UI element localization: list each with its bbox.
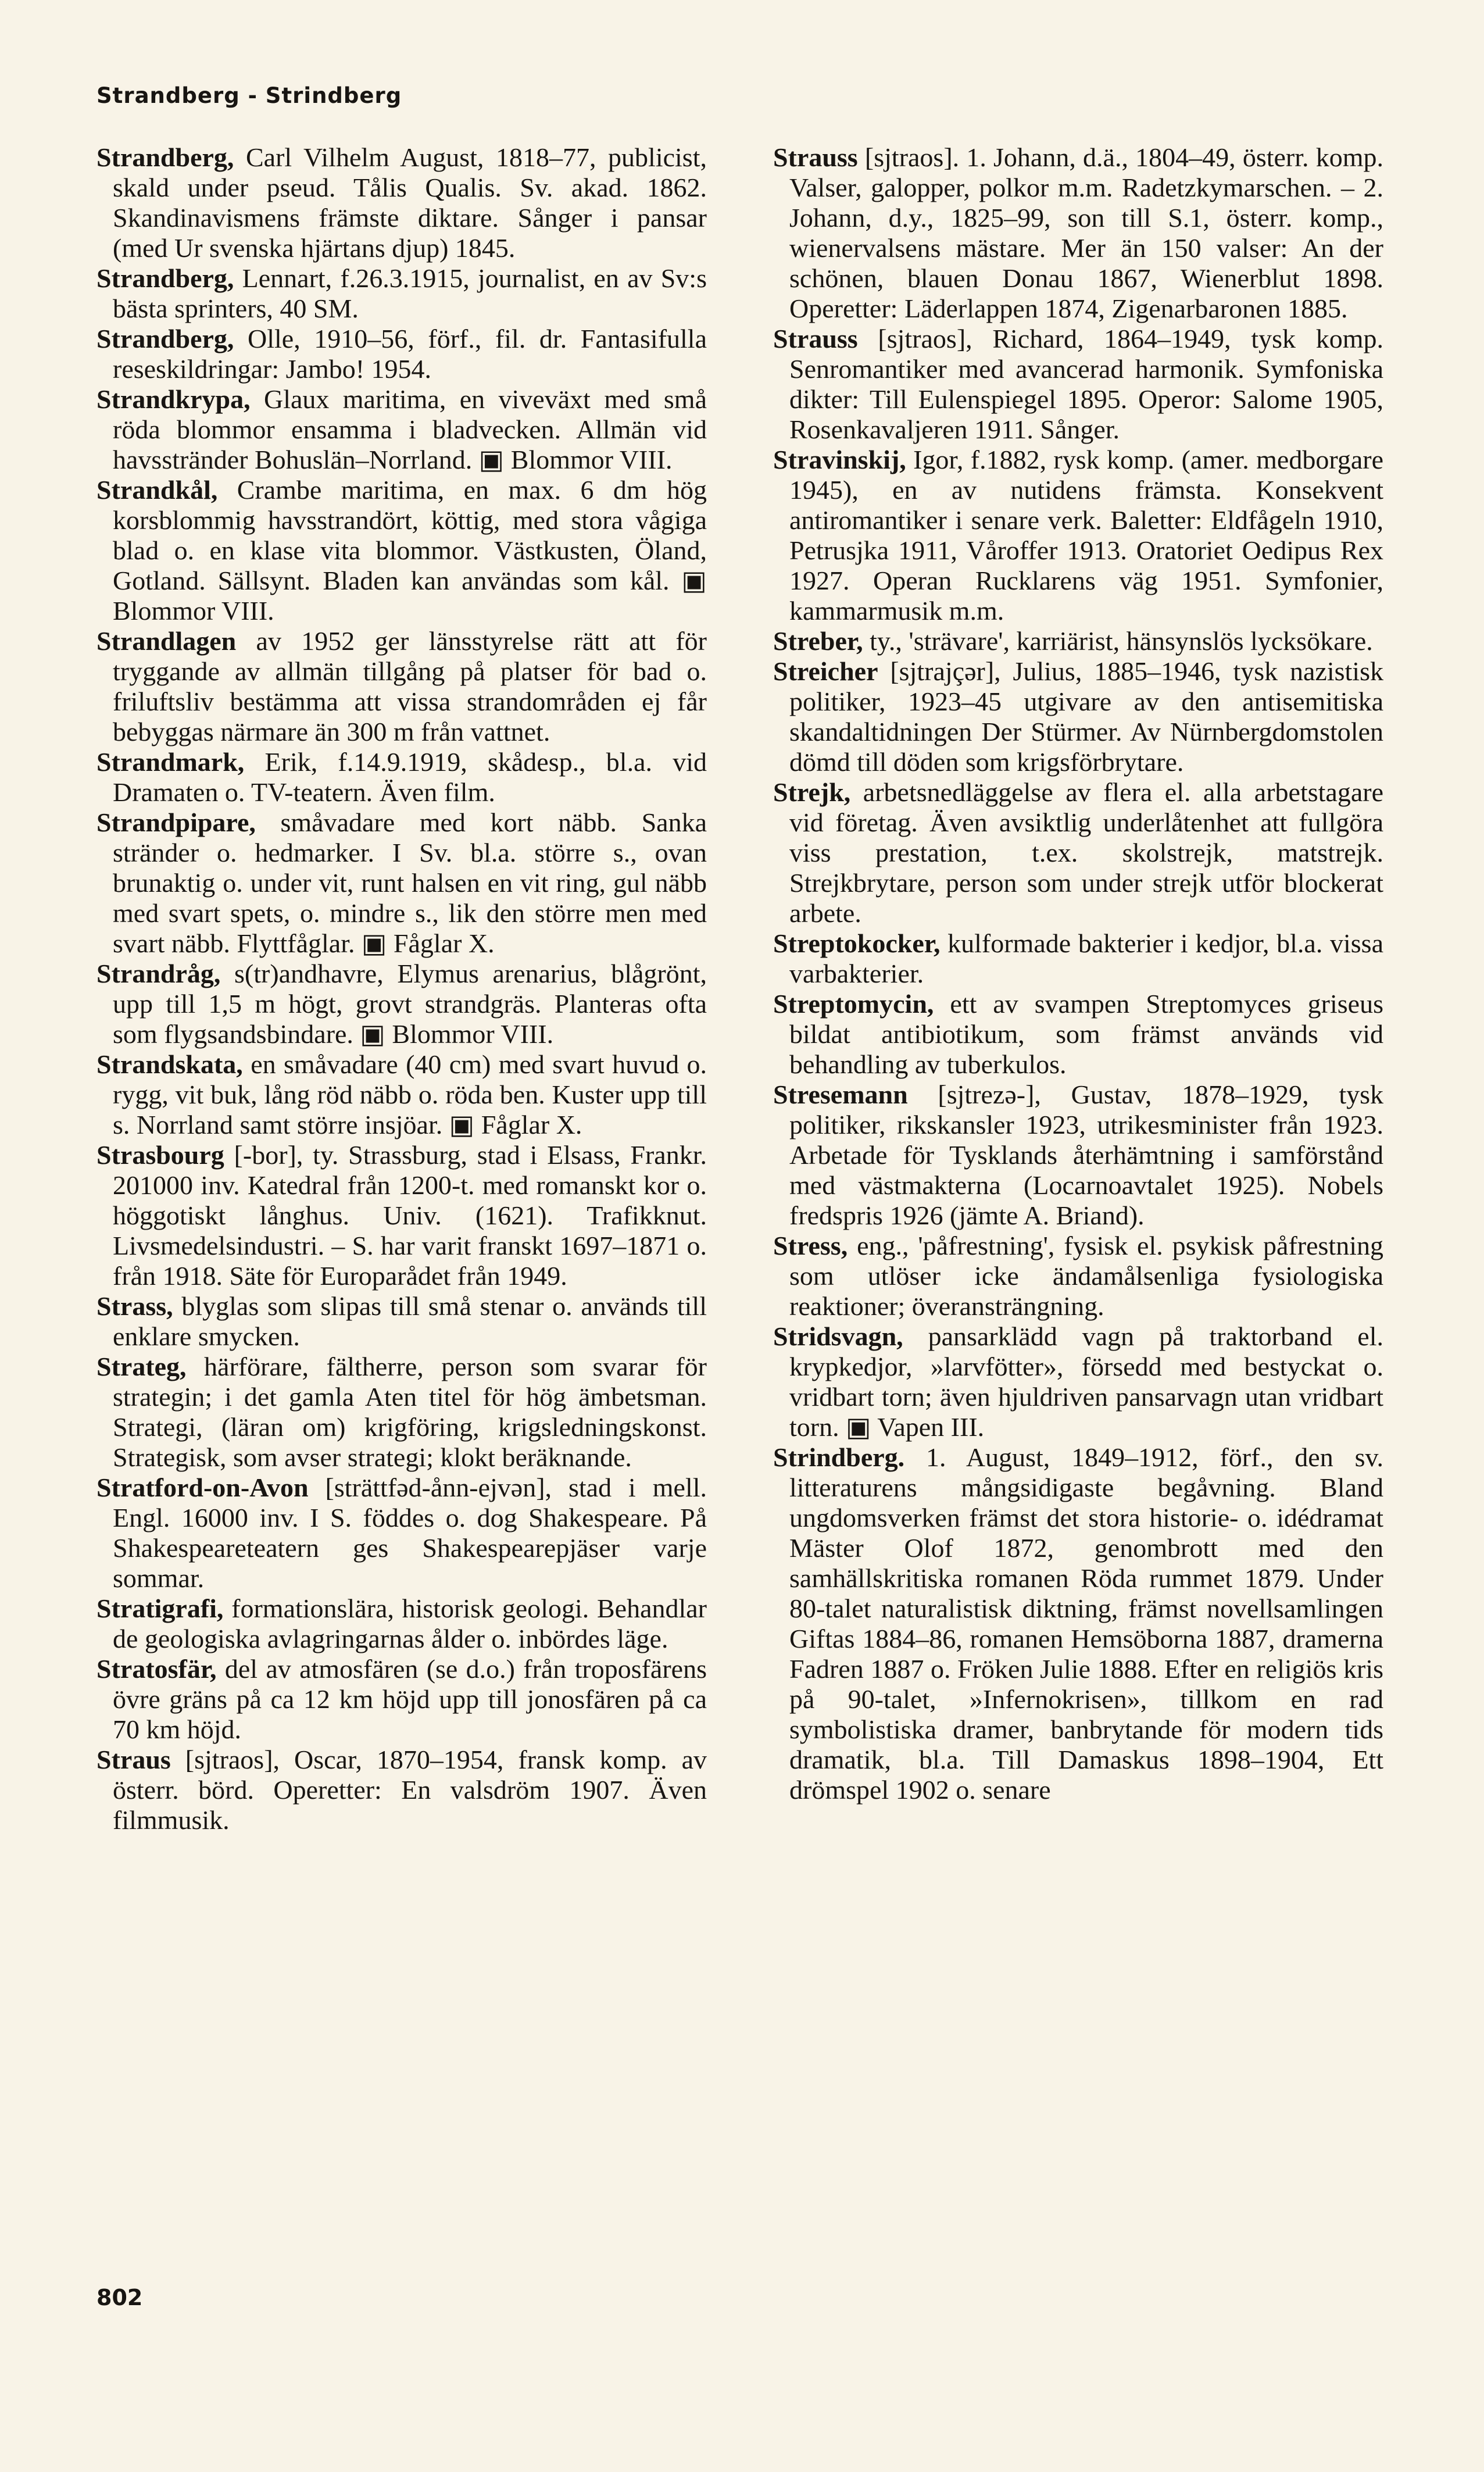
entry-text: kulformade bakterier i kedjor, bl.a. vissa varbakterier. (789, 928, 1383, 988)
entry-text: Carl Vilhelm August, 1818–77, publicist, skald under pseud. Tålis Qualis. Sv. akad. 1862. Skandinavismens främste diktare. Sånger i pansar (med Ur svenska hjärtans djup) 1845. (113, 142, 707, 263)
dictionary-entry (773, 1231, 1383, 1321)
entry-headword: Strandpipare, (96, 808, 256, 837)
dictionary-entry (773, 1321, 1383, 1442)
dictionary-entry (773, 777, 1383, 928)
entry-text: 1. August, 1849–1912, förf., den sv. litteraturens mångsidigaste begåvning. Bland ungdomsverken främst det stora historie- o. idédramat Mäster Olof 1872, genombrott med den samhällskritiska romanen Röda rummet 1879. Under 80-talet naturalistisk diktning, främst novellsamlingen Giftas 1884–86, romanen Hemsöborna 1887, dramerna Fadren 1887 o. Fröken Julie 1888. Efter en religiös kris på 90-talet, »Infernokrisen», tillkom en rad symbolistiska dramer, banbrytande för modern tids dramatik, bl.a. Till Damaskus 1898–1904, Ett drömspel 1902 o. senare (789, 1442, 1383, 1805)
entry-headword: Strandråg, (96, 959, 221, 988)
entry-headword: Streptokocker, (773, 928, 941, 958)
entry-headword: Strindberg. (773, 1442, 905, 1472)
dictionary-entry (96, 1745, 707, 1835)
right-column (773, 142, 1383, 1805)
entry-text: pansarklädd vagn på traktorband el. krypkedjor, »larvfötter», försedd med bestyckat o. vridbart torn; även hjuldriven pansarvagn utan vridbart torn. ▣ Vapen III. (789, 1321, 1383, 1442)
entry-text: [-bor], ty. Strassburg, stad i Elsass, Frankr. 201000 inv. Katedral från 1200-t. med romanskt kor o. höggotiskt långhus. Univ. (1621). Trafikknut. Livsmedelsindustri. – S. har varit franskt 1697–1871 o. från 1918. Säte för Europarådet från 1949. (113, 1140, 707, 1291)
dictionary-entry (96, 142, 707, 263)
entry-headword: Stratford-on-Avon (96, 1473, 309, 1502)
dictionary-entry (96, 1594, 707, 1654)
dictionary-entry (96, 324, 707, 384)
entry-text: [sjtraos], Richard, 1864–1949, tysk komp. Senromantiker med avancerad harmonik. Symfoniska dikter: Till Eulenspiegel 1895. Operor: Salome 1905, Rosenkavaljeren 1911. Sånger. (789, 324, 1383, 444)
entry-headword: Stress, (773, 1231, 848, 1260)
entry-headword: Stridsvagn, (773, 1321, 903, 1351)
dictionary-entry (96, 626, 707, 747)
dictionary-entry (773, 324, 1383, 445)
entry-text: [sjtraos], Oscar, 1870–1954, fransk komp. av österr. börd. Operetter: En valsdröm 1907. Även filmmusik. (113, 1745, 707, 1835)
entry-text: Erik, f.14.9.1919, skådesp., bl.a. vid Dramaten o. TV-teatern. Även film. (113, 747, 707, 807)
entry-headword: Strandmark, (96, 747, 245, 777)
entry-text: [sjtraos]. 1. Johann, d.ä., 1804–49, österr. komp. Valser, galopper, polkor m.m. Radetzkymarschen. – 2. Johann, d.y., 1825–99, son till S.1, österr. komp., wienervalsens mästare. Mer än 150 valser: An der schönen, blauen Donau 1867, Wienerblut 1898. Operetter: Läderlappen 1874, Zigenarbaronen 1885. (789, 142, 1383, 323)
dictionary-entry (96, 263, 707, 324)
entry-text: blyglas som slipas till små stenar o. används till enklare smycken. (113, 1291, 707, 1351)
entry-text: del av atmosfären (se d.o.) från troposfärens övre gräns på ca 12 km höjd upp till jonosfären på ca 70 km höjd. (113, 1654, 707, 1744)
dictionary-entry (96, 475, 707, 626)
entry-headword: Strandberg, (96, 142, 234, 172)
entry-headword: Strandberg, (96, 324, 234, 353)
entry-text: Lennart, f.26.3.1915, journalist, en av Sv:s bästa sprinters, 40 SM. (113, 263, 707, 323)
entry-headword: Streicher (773, 656, 878, 686)
dictionary-entry (773, 1442, 1383, 1805)
dictionary-entry (96, 1140, 707, 1291)
entry-headword: Strateg, (96, 1352, 187, 1381)
entry-text: Igor, f.1882, rysk komp. (amer. medborgare 1945), en av nutidens främsta. Konsekvent antiromantiker i senare verk. Baletter: Eldfågeln 1910, Petrusjka 1911, Våroffer 1913. Oratoriet Oedipus Rex 1927. Operan Rucklarens väg 1951. Symfonier, kammarmusik m.m. (789, 445, 1383, 626)
entry-text: härförare, fältherre, person som svarar för strategin; i det gamla Aten titel för hög ämbetsman. Strategi, (läran om) krigföring, krigsledningskonst. Strategisk, som avser strategi; klokt beräknande. (113, 1352, 707, 1472)
dictionary-entry (96, 1291, 707, 1352)
entry-headword: Strass, (96, 1291, 173, 1321)
entry-text: s(tr)andhavre, Elymus arenarius, blågrönt, upp till 1,5 m högt, grovt strandgräs. Planteras ofta som flygsandsbindare. ▣ Blommor VIII. (113, 959, 707, 1049)
left-column (96, 142, 707, 1835)
entry-text: eng., 'påfrestning', fysisk el. psykisk påfrestning som utlöser icke ändamålsenliga fysiologiska reaktioner; överansträngning. (789, 1231, 1383, 1321)
entry-headword: Strauss (773, 142, 858, 172)
entry-text: av 1952 ger länsstyrelse rätt att för tryggande av allmän tillgång på platser för bad o. friluftsliv bestämma att vissa strandområden ej får bebyggas närmare än 300 m från vattnet. (113, 626, 707, 746)
entry-headword: Strandberg, (96, 263, 234, 293)
entry-text: en småvadare (40 cm) med svart huvud o. rygg, vit buk, lång röd näbb o. röda ben. Kuster upp till s. Norrland samt större insjöar. ▣ Fåglar X. (113, 1049, 707, 1139)
entry-headword: Streptomycin, (773, 989, 934, 1019)
entry-headword: Streber, (773, 626, 863, 656)
entry-text: [sjtrezə-], Gustav, 1878–1929, tysk politiker, rikskansler 1923, utrikesminister från 1923. Arbetade för Tysklands återhämtning i samförstånd med västmakterna (Locarnoavtalet 1925). Nobels fredspris 1926 (jämte A. Briand). (789, 1080, 1383, 1230)
entry-text: ty., 'strävare', karriärist, hänsynslös lycksökare. (863, 626, 1373, 656)
entry-headword: Stresemann (773, 1080, 908, 1109)
entry-text: arbetsnedläggelse av flera el. alla arbetstagare vid företag. Även avsiktlig underlåtenhet att fullgöra viss prestation, t.ex. skolstrejk, matstrejk. Strejkbrytare, person som under strejk utför blockerat arbete. (789, 777, 1383, 928)
entry-text: [sjtrajçər], Julius, 1885–1946, tysk nazistisk politiker, 1923–45 utgivare av den antisemitiska skandaltidningen Der Stürmer. Av Nürnbergdomstolen dömd till döden som krigsförbrytare. (789, 656, 1383, 777)
entry-headword: Strandlagen (96, 626, 237, 656)
dictionary-entry (773, 1080, 1383, 1231)
entry-text: ett av svampen Streptomyces griseus bildat antibiotikum, som främst används vid behandling av tuberkulos. (789, 989, 1383, 1079)
dictionary-entry (96, 808, 707, 959)
dictionary-entry (96, 384, 707, 475)
entry-text: Glaux maritima, en viveväxt med små röda blommor ensamma i bladvecken. Allmän vid havsstränder Bohuslän–Norrland. ▣ Blommor VIII. (113, 384, 707, 474)
entry-headword: Strandkrypa, (96, 384, 251, 414)
entry-text: Crambe maritima, en max. 6 dm hög korsblommig havsstrandört, köttig, med stora vågiga blad o. en klase vita blommor. Västkusten, Öland, Gotland. Sällsynt. Bladen kan användas som kål. ▣ Blommor VIII. (113, 475, 707, 626)
entry-headword: Stratosfär, (96, 1654, 217, 1684)
dictionary-entry (773, 989, 1383, 1080)
dictionary-entry (96, 1473, 707, 1594)
entry-headword: Strejk, (773, 777, 851, 807)
entry-headword: Strandskata, (96, 1049, 243, 1079)
entry-headword: Strasbourg (96, 1140, 224, 1170)
page-number: 802 (96, 2285, 143, 2310)
dictionary-entry (96, 1352, 707, 1473)
dictionary-entry (773, 928, 1383, 989)
dictionary-entry (96, 959, 707, 1049)
entry-text: formationslära, historisk geologi. Behandlar de geologiska avlagringarnas ålder o. inbördes läge. (113, 1594, 707, 1653)
entry-headword: Straus (96, 1745, 171, 1774)
entry-headword: Strandkål, (96, 475, 218, 505)
dictionary-entry (96, 747, 707, 808)
entry-text: Olle, 1910–56, förf., fil. dr. Fantasifulla reseskildringar: Jambo! 1954. (113, 324, 707, 384)
entry-headword: Stravinskij, (773, 445, 906, 474)
dictionary-entry (773, 626, 1383, 656)
dictionary-entry (96, 1654, 707, 1745)
dictionary-entry (773, 656, 1383, 777)
entry-headword: Strauss (773, 324, 858, 353)
dictionary-entry (773, 445, 1383, 626)
entry-headword: Stratigrafi, (96, 1594, 224, 1623)
running-head: Strandberg - Strindberg (96, 83, 402, 108)
dictionary-entry (773, 142, 1383, 324)
dictionary-entry (96, 1049, 707, 1140)
entry-text: [strättfəd-ånn-ejvən], stad i mell. Engl. 16000 inv. I S. föddes o. dog Shakespeare. På Shakespeareteatern ges Shakespearepjäser varje sommar. (113, 1473, 707, 1593)
entry-text: småvadare med kort näbb. Sanka stränder o. hedmarker. I Sv. bl.a. större s., ovan brunaktig o. under vit, runt halsen en vit ring, gul näbb med svart spets, o. mindre s., lik den större men med svart näbb. Flyttfåglar. ▣ Fåglar X. (113, 808, 707, 958)
